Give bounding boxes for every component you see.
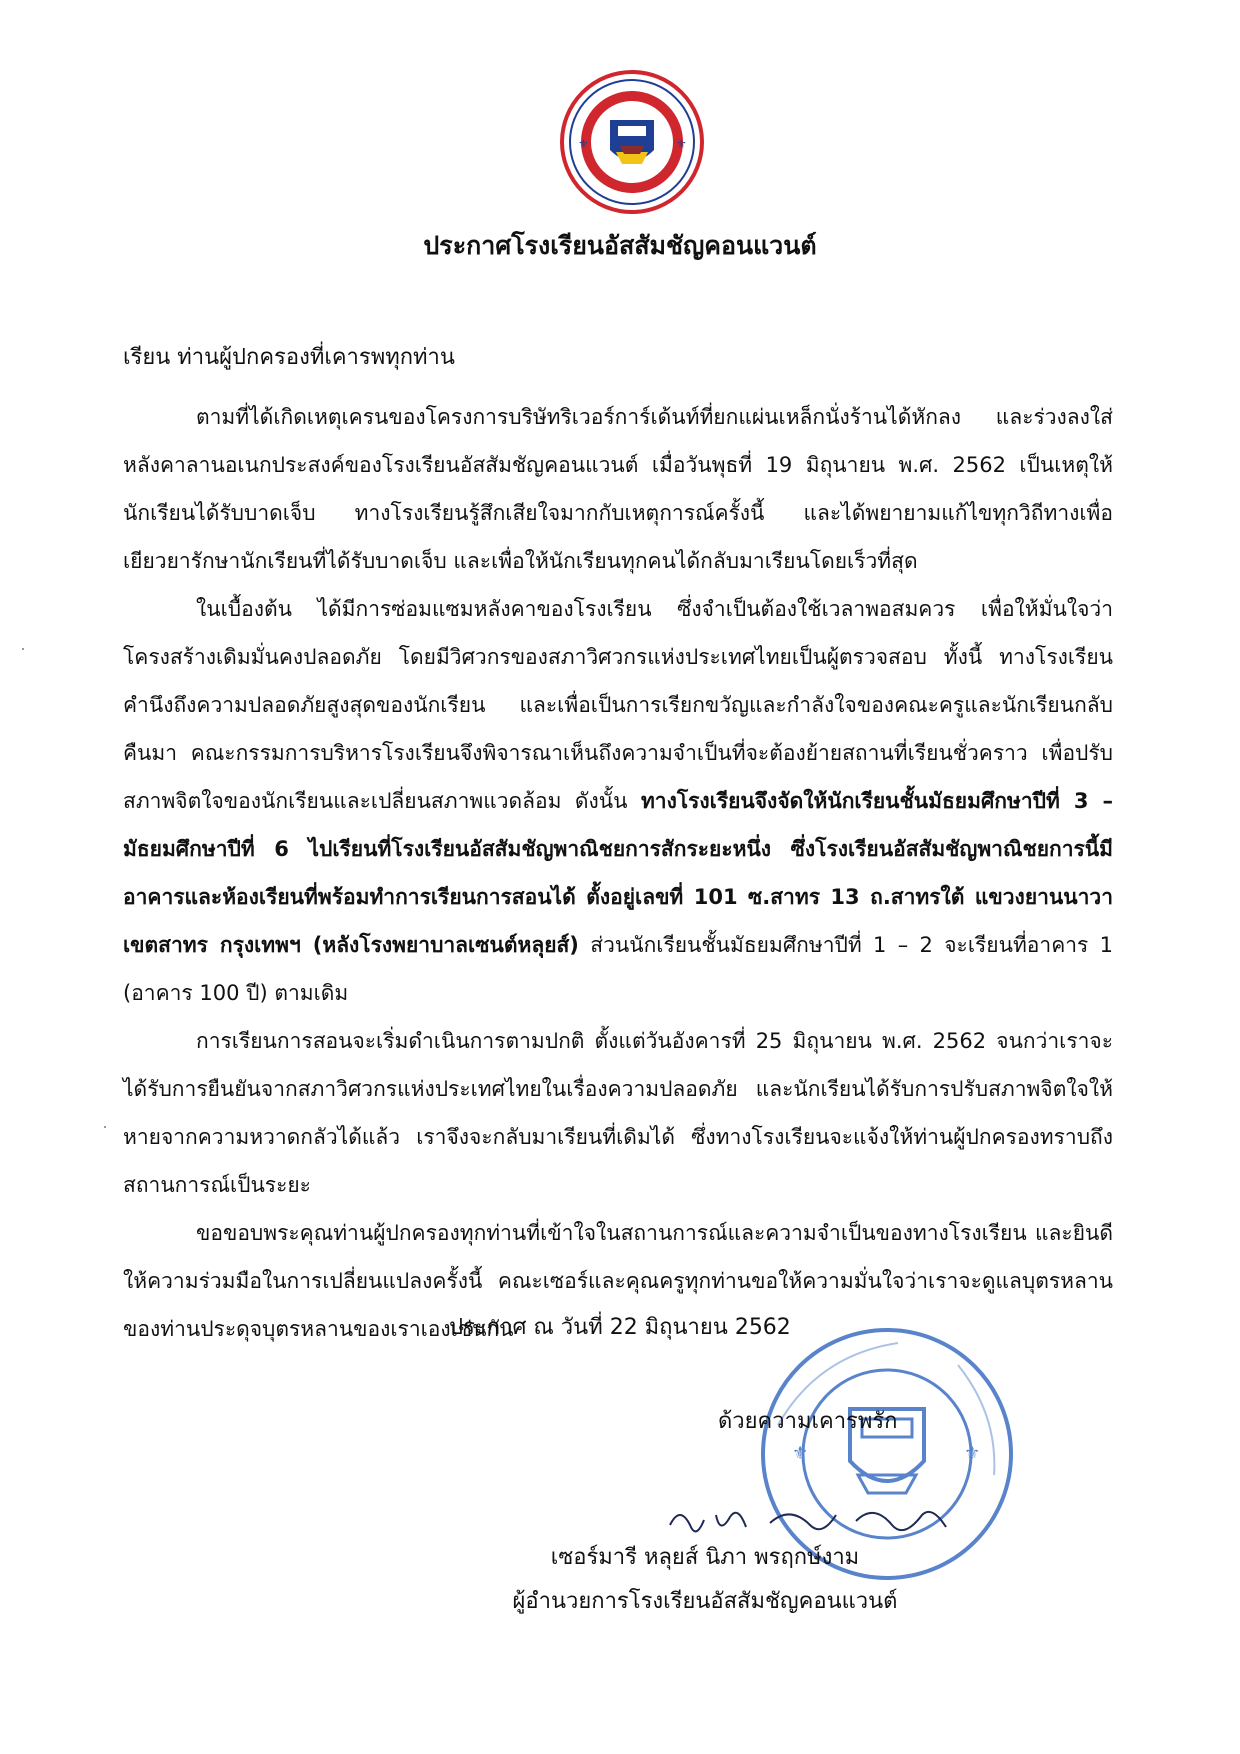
scan-speck <box>22 648 24 650</box>
svg-text:⚜: ⚜ <box>676 137 687 151</box>
signer-title: ผู้อำนวยการโรงเรียนอัสสัมชัญคอนแวนต์ <box>512 1589 898 1614</box>
announcement-date: ประกาศ ณ วันที่ 22 มิถุนายน 2562 <box>449 1315 791 1340</box>
paragraph-2-end: ส่วนนักเรียนชั้นมัธยมศึกษาปีที่ 1 – 2 จะเรียนที่อาคาร 1 (อาคาร 100 ปี) ตามเดิม <box>123 933 1114 1005</box>
paragraph-2-intro: ในเบื้องต้น ได้มีการซ่อมแซมหลังคาของโรงเรียน ซึ่งจำเป็นต้องใช้เวลาพอสมควร เพื่อให้มั่นใจว่าโครงสร้างเดิมมั่นคงปลอดภัย โดยมีวิศวกรของสภาวิศวกรแห่งประเทศไทยเป็นผู้ตรวจสอบ ทั้งนี้ ทางโรงเรียนคำนึงถึงความปลอดภัยสูงสุดของนักเรียน และเพื่อเป็นการเรียกขวัญและกำลังใจของคณะครูและนักเรียนกลับคืนมา คณะกรรมการบริหารโรงเรียนจึงพิจารณาเห็นถึงความจำเป็นที่จะต้องย้ายสถานที่เรียนชั่วคราว เพื่อปรับสภาพจิตใจของนักเรียนและเปลี่ยนสภาพแวดล้อม ดังนั้น <box>123 597 1113 813</box>
scan-speck <box>104 1126 106 1128</box>
paragraph-4: ขอขอบพระคุณท่านผู้ปกครองทุกท่านที่เข้าใจในสถานการณ์และความจำเป็นของทางโรงเรียน และยินดีให้ความร่วมมือในการเปลี่ยนแปลงครั้งนี้ คณะเซอร์และคุณครูทุกท่านขอให้ความมั่นใจว่าเราจะดูแลบุตรหลานของท่านประดุจบุตรหลานของเราเองเช่นกัน <box>123 1221 1113 1341</box>
paragraph-1: ตามที่ได้เกิดเหตุเครนของโครงการบริษัทริเวอร์การ์เด้นท์ที่ยกแผ่นเหล็กนั่งร้านได้หักลง และร่วงลงใส่หลังคาลานอเนกประสงค์ของโรงเรียนอัสสัมชัญคอนแวนต์ เมื่อวันพุธที่ 19 มิถุนายน พ.ศ. 2562 เป็นเหตุให้นักเรียนได้รับบาดเจ็บ ทางโรงเรียนรู้สึกเสียใจมากกับเหตุการณ์ครั้งนี้ และได้พยายามแก้ไขทุกวิถีทางเพื่อเยียวยารักษานักเรียนที่ได้รับบาดเจ็บ และเพื่อให้นักเรียนทุกคนได้กลับมาเรียนโดยเร็วที่สุด <box>123 405 1113 573</box>
svg-text:⚜: ⚜ <box>578 137 589 151</box>
paragraph-2-bold: ทางโรงเรียนจึงจัดให้นักเรียนชั้นมัธยมศึกษาปีที่ 3 – มัธยมศึกษาปีที่ 6 ไปเรียนที่โรงเรียนอัสสัมชัญพาณิชยการสักระยะหนึ่ง ซึ่งโรงเรียนอัสสัมชัญพาณิชยการนี้มีอาคารและห้องเรียนที่พร้อมทำการเรียนการสอนได้ ตั้งอยู่เลขที่ 101 ซ.สาทร 13 ถ.สาทรใต้ แขวงยานนาวา เขตสาทร กรุงเทพฯ (หลังโรงพยาบาลเซนต์หลุยส์) <box>123 789 1114 957</box>
svg-text:⚜: ⚜ <box>964 1443 981 1464</box>
announcement-body <box>123 393 1113 1353</box>
announcement-title: ประกาศโรงเรียนอัสสัมชัญคอนแวนต์ <box>423 231 817 260</box>
paragraph-2 <box>123 585 1113 1017</box>
salutation: เรียน ท่านผู้ปกครองที่เคารพทุกท่าน <box>123 345 455 370</box>
school-crest-logo <box>558 68 706 216</box>
svg-text:⚜: ⚜ <box>792 1443 809 1464</box>
paragraph-3: การเรียนการสอนจะเริ่มดำเนินการตามปกติ ตั้งแต่วันอังคารที่ 25 มิถุนายน พ.ศ. 2562 จนกว่าเราจะได้รับการยืนยันจากสภาวิศวกรแห่งประเทศไทยในเรื่องความปลอดภัย และนักเรียนได้รับการปรับสภาพจิตใจให้หายจากความหวาดกลัวได้แล้ว เราจึงจะกลับมาเรียนที่เดิมได้ ซึ่งทางโรงเรียนจะแจ้งให้ท่านผู้ปกครองทราบถึงสถานการณ์เป็นระยะ <box>123 1029 1113 1197</box>
signer-name: เซอร์มารี หลุยส์ นิภา พรฤกษ์งาม <box>550 1545 860 1570</box>
closing-phrase: ด้วยความเคารพรัก <box>718 1409 898 1434</box>
